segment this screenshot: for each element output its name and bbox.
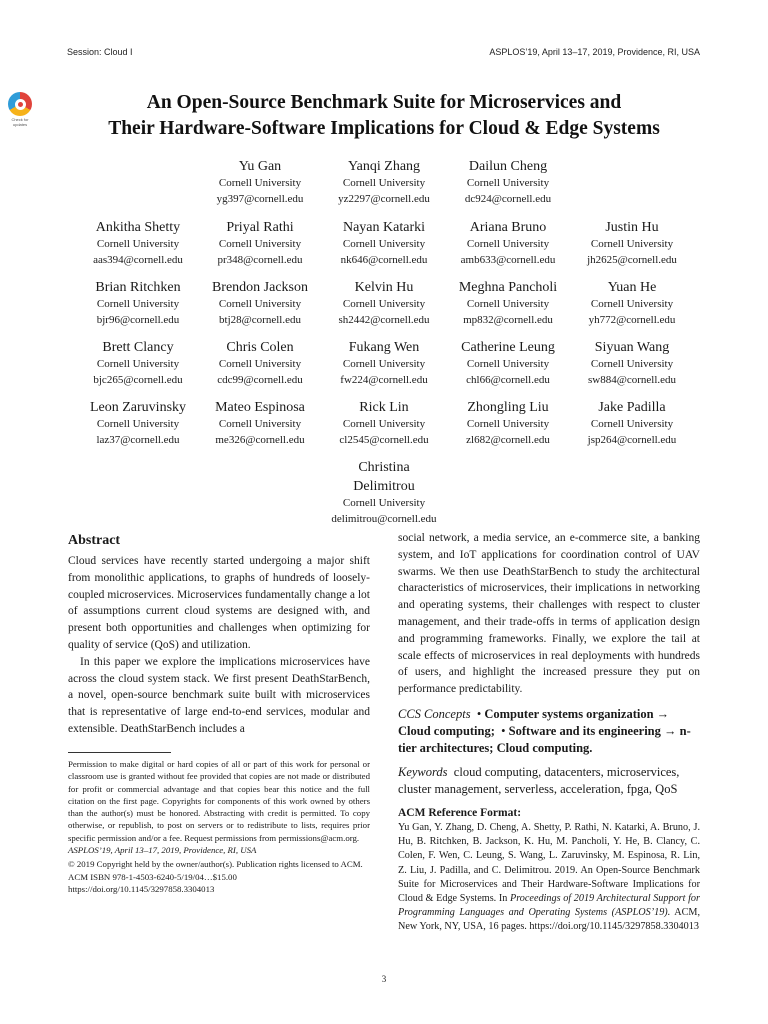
keywords-label: Keywords (398, 765, 448, 780)
author-email: bjc265@cornell.edu (93, 373, 183, 386)
permission-text: Permission to make digital or hard copies of all or part of this work for personal or classroom use is granted without fee provided that copies are not made or distributed for profit or commercial advantage and that copies bear this notice and the full citation on the first page. Copyrights for components of this work owned by others than the author(s) must be honored. Abstracting with credit is permitted. To copy otherwise, or republish, to post on servers or to redistribute to lists, requires prior specific permission and/or a fee. Request permissions from permissions@acm.org. (68, 759, 370, 843)
author-name: Mateo Espinosa (215, 400, 305, 415)
reference-tail: ACM, New York, NY, USA, 16 pages. https://doi.org/10.1145/3297858.3304013 (398, 907, 700, 933)
running-header-venue: ASPLOS’19, April 13–17, 2019, Providence, RI, USA (489, 47, 700, 57)
author-card (324, 157, 444, 207)
abstract-section (68, 532, 370, 738)
keywords (398, 764, 700, 798)
author-card (324, 218, 444, 268)
right-column (398, 530, 700, 935)
author-name: Brett Clancy (102, 340, 174, 355)
author-email: amb633@cornell.edu (460, 253, 556, 266)
reference-heading: ACM Reference Format: (398, 806, 522, 819)
author-name: Nayan Katarki (342, 220, 426, 235)
author-affiliation: Cornell University (342, 497, 426, 509)
permission-notice (68, 758, 370, 895)
reference-text (398, 821, 700, 935)
author-affiliation: Cornell University (590, 358, 674, 370)
author-card-last (324, 458, 444, 527)
author-affiliation: Cornell University (590, 298, 674, 310)
author-email: fw224@cornell.edu (340, 373, 428, 386)
author-affiliation: Cornell University (466, 418, 550, 430)
keywords-text: cloud computing, datacenters, microservices, cluster management, serverless, acceleration, fpga, QoS (398, 765, 680, 797)
abstract-paragraph-2-continued: social network, a media service, an e-commerce site, a banking system, and IoT applications for coordination control of UAV swarms. We then use DeathStarBench to study the architectural characteristics of microservices, their implications in networking and operating systems, their challenges with respect to cluster management, and their trade-offs in terms of application design and programming frameworks. Finally, we explore the tail at scale effects of microservices in real deployments with hundreds of users, and highlight the increased pressure they put on performance predictability. (398, 532, 700, 696)
ccs-item-1: Computer systems organization → Cloud computing; (398, 706, 670, 738)
author-name: Siyuan Wang (594, 340, 670, 355)
author-name: Chris Colen (226, 340, 294, 355)
author-affiliation: Cornell University (466, 177, 550, 189)
author-email: jsp264@cornell.edu (587, 433, 677, 446)
author-card (78, 278, 198, 328)
author-card (448, 157, 568, 207)
author-name: Priyal Rathi (226, 220, 294, 235)
author-card (572, 398, 692, 448)
author-email: pr348@cornell.edu (217, 253, 303, 266)
author-name: Fukang Wen (348, 340, 420, 355)
author-email: btj28@cornell.edu (219, 313, 301, 326)
author-name: Yuan He (607, 280, 657, 295)
author-name: Rick Lin (359, 400, 409, 415)
abstract-paragraph-1: Cloud services have recently started undergoing a major shift from monolithic applications, to graphs of hundreds of loosely-coupled microservices. Microservices fundamentally change a lot of assumptions current cloud systems are designed with, and present both opportunities and challenges when optimizing for quality of service (QoS) and utilization. (68, 555, 370, 651)
author-name: Dailun Cheng (468, 159, 548, 174)
author-affiliation: Cornell University (96, 358, 180, 370)
footnote-rule (68, 752, 171, 753)
author-affiliation: Cornell University (342, 238, 426, 250)
author-affiliation: Cornell University (342, 418, 426, 430)
author-card (200, 157, 320, 207)
paper-title (40, 90, 728, 142)
reference-venue: Proceedings of 2019 Architectural Support for Programming Languages and Operating Systems (ASPLOS’19). (398, 892, 700, 919)
author-affiliation: Cornell University (96, 238, 180, 250)
author-affiliation: Cornell University (218, 298, 302, 310)
author-email: aas394@cornell.edu (93, 253, 183, 266)
author-card (448, 278, 568, 328)
author-card (324, 278, 444, 328)
author-card (572, 278, 692, 328)
author-email: yz2297@cornell.edu (338, 192, 430, 205)
author-email: chl66@cornell.edu (466, 373, 550, 386)
author-email: dc924@cornell.edu (464, 192, 552, 205)
author-card (78, 398, 198, 448)
author-card (448, 338, 568, 388)
author-email: mp832@cornell.edu (463, 313, 553, 326)
author-email: laz37@cornell.edu (96, 433, 180, 446)
author-email: bjr96@cornell.edu (96, 313, 180, 326)
author-card (572, 218, 692, 268)
permission-doi-link[interactable]: https://doi.org/10.1145/3297858.3304013 (68, 883, 215, 894)
check-for-updates-icon (8, 92, 32, 116)
author-card (324, 338, 444, 388)
reference-authors: Yu Gan, Y. Zhang, D. Cheng, A. Shetty, P. Rathi, N. Katarki, A. Bruno, J. Hu, B. Ritchken, B. Jackson, K. Hu, M. Pancholi, Y. He, B. Clancy, C. Colen, F. Wen, C. Leung, S. Wang, L. Zaruvinsky, M. Espinosa, R. Lin, Z. Liu, J. Padilla, and C. Delimitrou. 2019. An Open-Source Benchmark Suite for Microservices and Their Hardware-Software Implications for Cloud & Edge Systems. In (398, 821, 700, 904)
author-name: Zhongling Liu (467, 400, 549, 415)
paper-title-line2: Their Hardware-Software Implications for Cloud & Edge Systems (108, 118, 660, 139)
author-affiliation: Cornell University (466, 238, 550, 250)
author-email: yg397@cornell.edu (216, 192, 304, 205)
author-card (200, 218, 320, 268)
abstract-paragraph-2: In this paper we explore the implications microservices have across the cloud system stack. We first present DeathStarBench, a novel, open-source benchmark suite built with microservices that is representative of large end-to-end services, modular and extensible. DeathStarBench includes a (68, 655, 370, 735)
author-affiliation: Cornell University (590, 418, 674, 430)
author-card (572, 338, 692, 388)
author-affiliation: Cornell University (218, 238, 302, 250)
author-email: zl682@cornell.edu (466, 433, 550, 446)
author-name: Jake Padilla (598, 400, 666, 415)
check-for-updates-badge[interactable] (4, 92, 36, 127)
ccs-label: CCS Concepts (398, 706, 471, 721)
author-card (78, 338, 198, 388)
author-email: jh2625@cornell.edu (587, 253, 677, 266)
author-affiliation: Cornell University (466, 358, 550, 370)
author-card (448, 398, 568, 448)
author-name: Leon Zaruvinsky (89, 400, 187, 415)
author-name: Justin Hu (605, 220, 659, 235)
author-name: Kelvin Hu (354, 280, 414, 295)
author-email: delimitrou@cornell.edu (331, 512, 437, 525)
author-affiliation: Cornell University (218, 418, 302, 430)
author-email: me326@cornell.edu (215, 433, 305, 446)
author-card (200, 398, 320, 448)
badge-text-line2: updates (12, 121, 28, 127)
author-card (200, 338, 320, 388)
permission-isbn: ACM ISBN 978-1-4503-6240-5/19/04…$15.00 (68, 871, 237, 882)
author-name: Brian Ritchken (95, 280, 181, 295)
running-header-session: Session: Cloud I (67, 47, 133, 57)
author-email: sh2442@cornell.edu (338, 313, 430, 326)
page-number: 3 (381, 974, 387, 984)
author-card (448, 218, 568, 268)
author-affiliation: Cornell University (342, 177, 426, 189)
author-email: sw884@cornell.edu (587, 373, 677, 386)
author-affiliation: Cornell University (342, 358, 426, 370)
author-card (200, 278, 320, 328)
author-name: Christina (358, 460, 410, 475)
author-name: Ankitha Shetty (95, 220, 181, 235)
ccs-item-2: Software and its engineering → n-tier architectures; Cloud computing. (398, 723, 691, 755)
author-affiliation: Cornell University (218, 358, 302, 370)
author-name: Delimitrou (353, 479, 415, 494)
ccs-concepts: CCS Concepts • Computer systems organization → Cloud computing; • Software and its engineering → n-tier architectures; Cloud computing. (398, 706, 691, 755)
author-affiliation: Cornell University (342, 298, 426, 310)
badge-text-line1: Check for (11, 117, 29, 122)
author-affiliation: Cornell University (466, 298, 550, 310)
paper-title-line1: An Open-Source Benchmark Suite for Microservices and (146, 92, 622, 113)
author-name: Catherine Leung (461, 340, 555, 355)
author-email: cl2545@cornell.edu (339, 433, 429, 446)
author-affiliation: Cornell University (590, 238, 674, 250)
permission-conference: ASPLOS’19, April 13–17, 2019, Providence, RI, USA (68, 845, 257, 856)
author-name: Brendon Jackson (211, 280, 309, 295)
author-name: Yu Gan (238, 159, 282, 174)
author-email: yh772@cornell.edu (588, 313, 676, 326)
author-card (324, 398, 444, 448)
author-name: Yanqi Zhang (347, 159, 421, 174)
author-affiliation: Cornell University (96, 418, 180, 430)
abstract-heading: Abstract (68, 533, 121, 548)
acm-reference (398, 806, 700, 935)
author-card (78, 218, 198, 268)
author-name: Ariana Bruno (469, 220, 547, 235)
author-email: nk646@cornell.edu (340, 253, 428, 266)
author-affiliation: Cornell University (218, 177, 302, 189)
permission-copyright: © 2019 Copyright held by the owner/author(s). Publication rights licensed to ACM. (68, 859, 363, 870)
author-email: cdc99@cornell.edu (217, 373, 303, 386)
author-affiliation: Cornell University (96, 298, 180, 310)
author-name: Meghna Pancholi (458, 280, 558, 295)
